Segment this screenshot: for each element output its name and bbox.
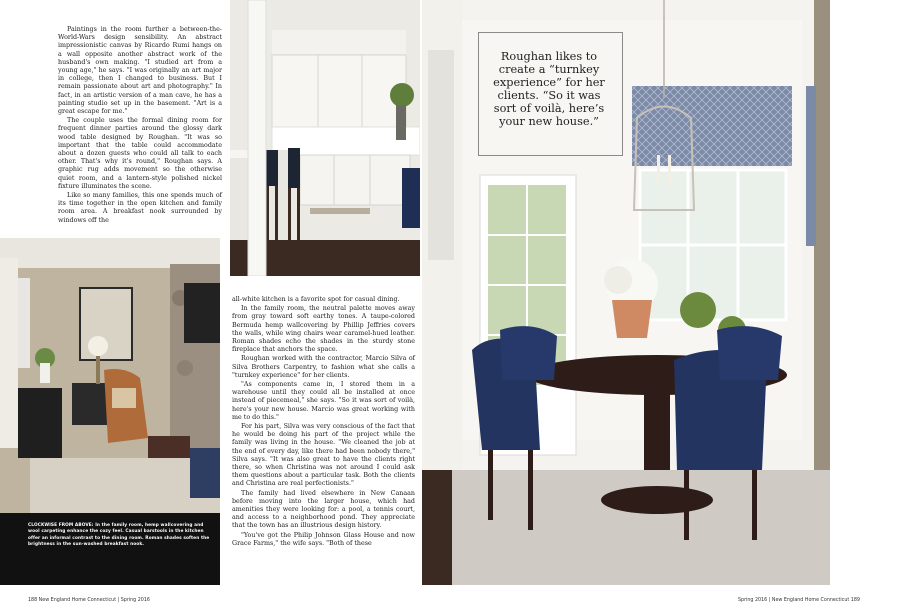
paragraph: all-white kitchen is a favorite spot for casual dining. bbox=[232, 296, 400, 303]
folio-right: Spring 2016 | New England Home Connecticut 189 bbox=[738, 598, 860, 603]
body-text-column-2 bbox=[232, 296, 415, 549]
folio-left: 188 New England Home Connecticut | Spring 2016 bbox=[28, 598, 150, 603]
paragraph: "As components came in, I stored them in a warehouse until they could all be installed at once instead of piecemeal," she says. "So it was sort of voilà, here's your new house. Marcio was great working with me to do this." bbox=[232, 381, 415, 421]
paragraph: The family had lived elsewhere in New Canaan before moving into the larger house, which had amenities they were looking for: a pool, a tennis court, and access to a neighborhood pond. They appreciate that the town has an illustrious design history. bbox=[232, 489, 415, 530]
paragraph: For his part, Silva was very conscious of the fact that he would be doing his part of the project while the family was living in the house. "We cleaned the job at the end of every day, like there had been nobody there," Silva says. "It was also great to have the clients right there, so when Christina was not around I could ask them questions about a particular task. Both the clients and Christina are real perfectionists." bbox=[232, 423, 415, 488]
photo-caption: CLOCKWISE FROM ABOVE: In the family room, hemp wallcovering and wool carpeting enhance the cozy feel. Casual barstools in the kitchen offer an informal contrast to the dining room. Roman shades soften the brightness in the sun-washed breakfast nook. bbox=[28, 523, 210, 547]
paragraph: The couple uses the formal dining room for frequent dinner parties around the glossy dark wood table designed by Roughan. "It was so important that the table could accommodate about a dozen guests who could all talk to each other. That's why it's round," Roughan says. A graphic rug adds movement so the otherwise quiet room, and a lantern-style polished nickel fixture illuminates the scene. bbox=[58, 117, 222, 190]
paragraph: Paintings in the room further a between-the-World-Wars design sensibility. An abstract impressionistic canvas by Ricardo Rumi hangs on a wall opposite another abstract work of the husband's own making. "I studied art from a young age," he says. "I was originally an art major in college, then I changed to business. But I remain passionate about art and photography." In fact, in an artistic version of a man cave, he has a painting studio set up in the basement. "Art is a great escape for me." bbox=[58, 26, 222, 116]
paragraph: In the family room, the neutral palette moves away from gray toward soft earthy tones. A taupe-colored Bermuda hemp wallcovering by Phillip Jeffries covers the walls, while wing chairs wear caramel-hued leather. Roman shades echo the shades in the sturdy stone fireplace that anchors the space. bbox=[232, 305, 415, 354]
body-text-column-1 bbox=[58, 26, 222, 226]
kitchen-photo bbox=[230, 0, 420, 276]
family-room-photo bbox=[0, 238, 220, 514]
paragraph: Like so many families, this one spends much of its time together in the open kitchen and family room area. A breakfast nook surrounded by windows off the bbox=[58, 192, 222, 224]
paragraph: "You've got the Philip Johnson Glass House and now Grace Farms," the wife says. "Both of these bbox=[232, 531, 415, 547]
paragraph: Roughan worked with the contractor, Marcio Silva of Silva Brothers Carpentry, to fashion what she calls a "turnkey experience" for her clients. bbox=[232, 355, 415, 379]
pull-quote: Roughan likes to create a “turnkey experience” for her clients. “So it was sort of voilà, here’s your new house.” bbox=[493, 50, 605, 129]
